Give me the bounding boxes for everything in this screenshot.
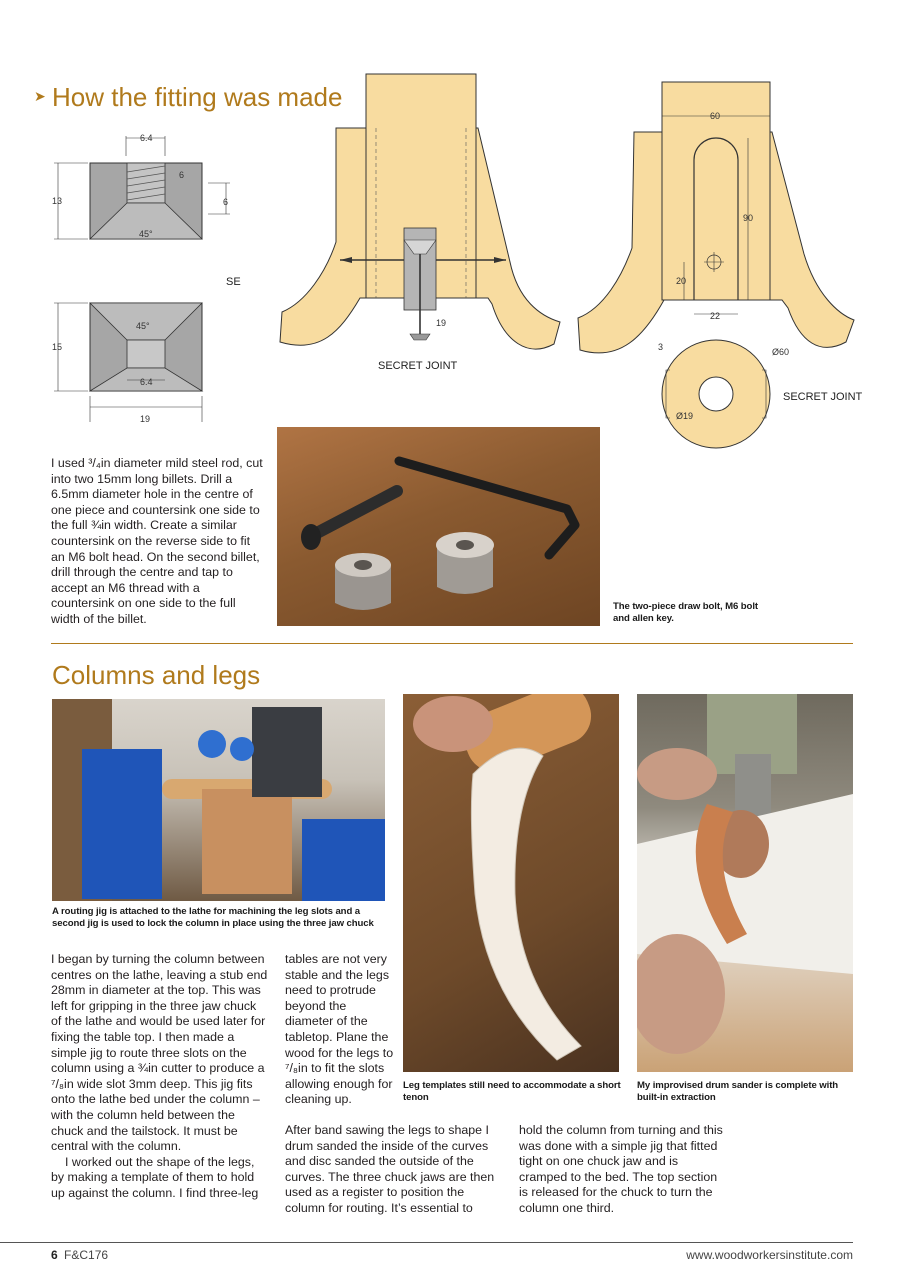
joint2-disc-diameter-dim: Ø60 (772, 347, 790, 357)
bolt-photo (277, 427, 600, 626)
billet-diagram-top (48, 126, 248, 256)
billet2-angle-dim: 45° (136, 321, 150, 331)
joint2-offset-dim: 20 (676, 276, 687, 286)
section-divider (51, 643, 853, 644)
billet1-tap-dim: 6 (179, 170, 185, 180)
billet1-side-dim: 6 (223, 197, 229, 207)
joint2-thickness-dim: 3 (658, 342, 664, 352)
secret-joint-diagram-1 (278, 72, 570, 382)
joint2-width-dim: 60 (710, 111, 721, 121)
page-number: 6 (51, 1248, 58, 1262)
joint2-slot-length-dim: 90 (743, 213, 754, 223)
lathe-photo-caption: A routing jig is attached to the lathe for machining the leg slots and a second jig is used to lock the column in place using the three jaw chuck (52, 906, 374, 929)
billet-diagram-bottom (48, 296, 248, 428)
section-arrow-icon: ➤ (34, 88, 46, 104)
drum-sander-photo (637, 694, 853, 1072)
column-2-upper: tables are not very stable and the legs need to protrude beyond the diameter of the tabletop. Plane the wood for the legs to ⁷/₈in to fit the slots allowing enough for cleaning up. (285, 952, 394, 1107)
fitting-heading: How the fitting was made (52, 82, 343, 112)
lathe-photo (52, 699, 385, 901)
joint1-label: SECRET JOINT (378, 360, 458, 372)
billet2-bore-dim: 6.4 (140, 377, 153, 387)
joint2-slot-width-dim: 22 (710, 311, 721, 321)
leg-template-photo (403, 694, 619, 1072)
billet2-width-dim: 19 (140, 414, 151, 424)
cut-label: SE (226, 276, 241, 288)
column-1-paragraph-1: I began by turning the column between centres on the lathe, leaving a stub end 28mm in diameter at the top. This was left for gripping in the three jaw chuck of the lathe and would be used later for fixing the table top. I then made a simple jig to route three slots on the column using a ¾in cutter to produce a ⁷/₈in wide slot 3mm deep. This jig fits onto the lathe bed under the column – with the column held between the chuck and the tailstock. It must be central with the column. (51, 952, 268, 1154)
bolt-photo-caption: The two-piece draw bolt, M6 bolt and allen key. (613, 601, 758, 624)
secret-joint-diagram-2 (576, 80, 866, 452)
fitting-paragraph: I used ³/₄in diameter mild steel rod, cut into two 15mm long billets. Drill a 6.5mm diameter hole in the centre of one piece and countersink one side to the full ¾in width. Create a similar countersink on the reverse side to fit an M6 bolt head. On the second billet, drill through the centre and tap to accept an M6 thread with a countersink on one side to the full width of the billet. (51, 456, 263, 626)
billet1-height-dim: 13 (52, 196, 63, 206)
billet1-angle-dim: 45° (139, 229, 153, 239)
joint2-label: SECRET JOINT (783, 391, 863, 403)
footer-rule (0, 1242, 853, 1243)
website-link[interactable]: www.woodworkersinstitute.com (686, 1248, 853, 1262)
billet1-top-dim: 6.4 (140, 133, 153, 143)
column-2-lower: After band sawing the legs to shape I drum sanded the inside of the curves and disc sanded the outside of the curves. The three chuck jaws are then used as a register to position the column for routing. It’s essential to (285, 1123, 495, 1215)
leg-template-photo-caption: Leg templates still need to accommodate a short tenon (403, 1080, 621, 1103)
column-1-paragraph-2: I worked out the shape of the legs, by making a template of them to hold up against the column. I find three-leg (51, 1154, 259, 1200)
drum-sander-photo-caption: My improvised drum sander is complete with built-in extraction (637, 1080, 839, 1103)
column-3: hold the column from turning and this was done with a simple jig that fitted tight on one chuck jaw and is cramped to the bed. The top section is released for the chuck to turn the column one third. (519, 1123, 723, 1215)
column-1 (51, 952, 269, 1202)
magazine-issue: F&C176 (64, 1248, 109, 1262)
billet2-height-dim: 15 (52, 342, 63, 352)
columns-heading: Columns and legs (52, 660, 261, 690)
joint2-hole-diameter-dim: Ø19 (676, 411, 694, 421)
joint1-bolt-dim: 19 (436, 318, 447, 328)
footer-left (51, 1248, 108, 1262)
